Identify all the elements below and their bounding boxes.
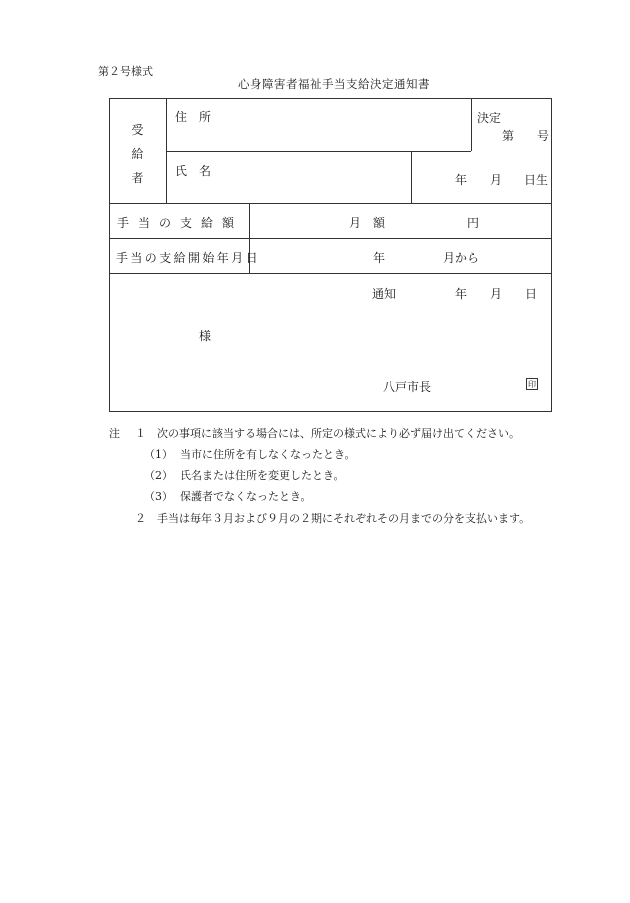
notify-day-label: 日	[525, 287, 538, 301]
document-title: 心身障害者福祉手当支給決定通知書	[238, 77, 430, 91]
recipient-label-char: 受	[131, 123, 144, 137]
rule-amount-bottom	[109, 238, 552, 239]
note-item-text: 当市に住所を有しなくなったとき。	[180, 448, 356, 461]
note-item-text: 保護者でなくなったとき。	[180, 490, 312, 503]
yen-label: 円	[467, 216, 480, 230]
rule-decision-left	[471, 98, 472, 151]
birth-month-label: 月	[490, 173, 503, 187]
rule-recipient-bottom	[109, 203, 552, 204]
decision-label: 決定	[477, 111, 502, 125]
decision-number-suffix: 号	[537, 129, 550, 143]
start-year-label: 年	[373, 251, 386, 265]
notes-head: 注	[109, 427, 120, 440]
rule-start-bottom	[109, 273, 552, 274]
payment-amount-label: 手当の支給額	[117, 216, 244, 230]
note-item-number: （1）	[144, 448, 173, 461]
seal-icon: 印	[528, 380, 536, 389]
notify-year-label: 年	[455, 287, 468, 301]
rule-birthdate-left	[411, 151, 412, 203]
note-item-text: 氏名または住所を変更したとき。	[180, 469, 345, 482]
recipient-label-char: 者	[131, 171, 144, 185]
note-item-number: （3）	[144, 490, 173, 503]
birth-year-label: 年	[455, 173, 468, 187]
mayor-label: 八戸市長	[383, 380, 432, 394]
rule-address-bottom	[166, 151, 411, 152]
birth-day-label: 日生	[524, 173, 549, 187]
rule-recipient-label	[166, 98, 167, 203]
form-number: 第２号様式	[98, 65, 153, 78]
decision-number-prefix: 第	[502, 129, 515, 143]
rule-decision-bottom-left	[411, 151, 471, 152]
note-1-number: １	[135, 427, 146, 440]
recipient-label	[109, 118, 166, 190]
note-1-text: 次の事項に該当する場合には、所定の様式により必ず届け出てください。	[157, 427, 520, 440]
notify-month-label: 月	[490, 287, 503, 301]
honorific-sama: 様	[199, 329, 212, 343]
name-label: 氏 名	[175, 164, 212, 178]
note-2-text: 手当は毎年３月および９月の２期にそれぞれその月までの分を支払います。	[157, 512, 531, 525]
start-month-from-label: 月から	[443, 251, 480, 265]
address-label: 住 所	[175, 110, 212, 124]
note-2-number: ２	[135, 512, 146, 525]
note-item-number: （2）	[144, 469, 173, 482]
monthly-amount-label: 月 額	[349, 216, 386, 230]
start-date-label: 手当の支給開始年月日	[116, 251, 261, 265]
recipient-label-char: 給	[131, 147, 144, 161]
notify-label: 通知	[372, 287, 397, 301]
